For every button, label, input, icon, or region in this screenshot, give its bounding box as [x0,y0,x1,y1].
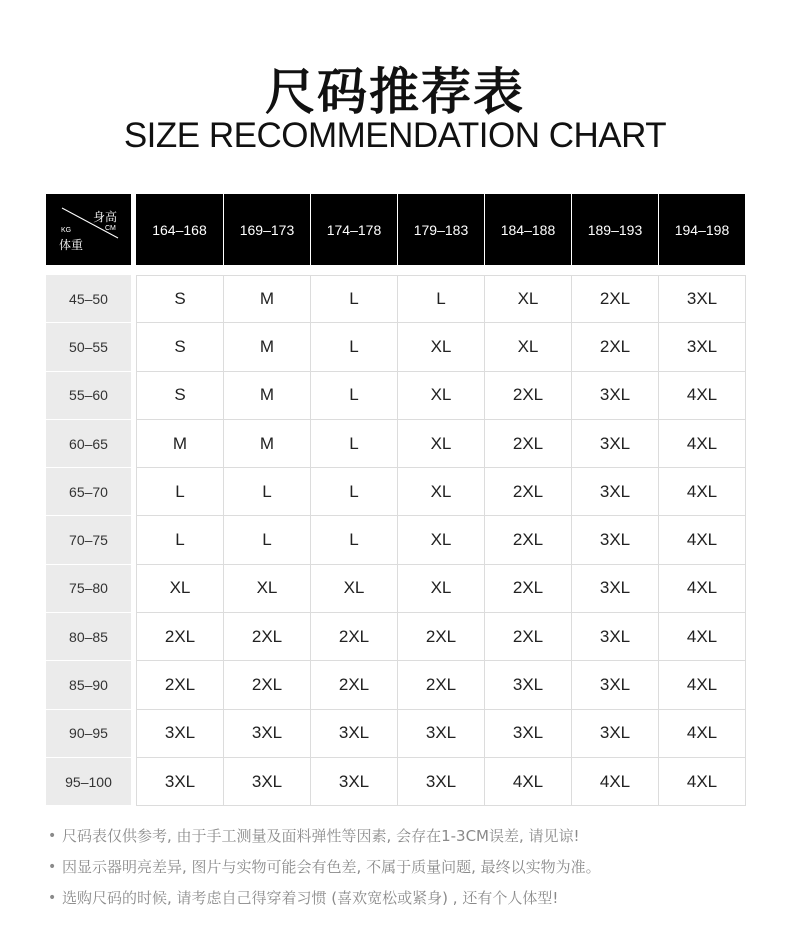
size-cell: XL [311,565,398,613]
size-cell: XL [485,323,572,371]
size-cells [136,565,746,613]
size-cells [136,710,746,758]
weight-cell: 50–55 [46,323,131,371]
size-cell: 4XL [659,516,746,564]
size-cell: 4XL [659,420,746,468]
size-cell: M [224,323,311,371]
size-cell: 4XL [485,758,572,806]
size-cell: XL [485,275,572,323]
size-cell: 3XL [572,565,659,613]
page-title: 尺码推荐表 [265,63,525,121]
height-unit: CM [105,225,116,232]
table-header [46,194,747,265]
table-row [46,468,747,516]
size-cell: L [311,468,398,516]
size-cell: 2XL [224,661,311,709]
size-cell: 4XL [659,372,746,420]
size-cell: 3XL [398,758,485,806]
table-row [46,710,747,758]
size-cell: 3XL [659,275,746,323]
height-header-cell: 194–198 [658,194,745,265]
size-cell: 3XL [572,372,659,420]
weight-cell: 70–75 [46,516,131,564]
size-cells [136,758,746,806]
size-cell: S [137,275,224,323]
height-headers [136,194,745,265]
weight-cell: 60–65 [46,420,131,468]
size-cell: 4XL [572,758,659,806]
weight-cell: 95–100 [46,758,131,806]
height-header-cell: 184–188 [484,194,571,265]
table-row [46,275,747,323]
size-cell: XL [398,323,485,371]
size-cell: L [137,516,224,564]
height-label: 身高 [93,210,118,224]
table-row [46,420,747,468]
size-cell: 2XL [572,275,659,323]
note-text: 选购尺码的时候, 请考虑自己得穿着习惯 (喜欢宽松或紧身) , 还有个人体型! [62,889,559,907]
size-cell: 2XL [572,323,659,371]
size-cell: S [137,323,224,371]
weight-cell: 85–90 [46,661,131,709]
size-cells [136,661,746,709]
size-cell: L [311,372,398,420]
diagonal-divider [46,194,131,265]
table-corner [46,194,131,265]
height-header-cell: 179–183 [397,194,484,265]
size-cell: 2XL [311,613,398,661]
size-cell: 3XL [485,710,572,758]
size-cell: 2XL [137,661,224,709]
note-item [48,851,768,882]
size-cell: XL [137,565,224,613]
size-cell: 3XL [572,420,659,468]
size-cells [136,420,746,468]
size-cell: 2XL [137,613,224,661]
size-cell: M [224,372,311,420]
size-cell: XL [398,372,485,420]
size-cell: 2XL [398,661,485,709]
size-cell: 3XL [311,758,398,806]
size-cell: L [137,468,224,516]
weight-cell: 55–60 [46,372,131,420]
weight-cell: 45–50 [46,275,131,323]
size-cell: 3XL [572,710,659,758]
size-cell: 4XL [659,710,746,758]
note-item [48,820,768,851]
size-cell: 4XL [659,565,746,613]
table-row [46,613,747,661]
size-cell: 4XL [659,613,746,661]
size-cell: L [398,275,485,323]
size-cells [136,613,746,661]
size-cell: 3XL [137,710,224,758]
weight-label: 体重 [59,238,84,252]
size-cell: L [311,323,398,371]
size-cell: M [224,275,311,323]
table-row [46,661,747,709]
size-cell: 3XL [224,710,311,758]
size-cell: 2XL [485,468,572,516]
height-header-cell: 189–193 [571,194,658,265]
size-cell: XL [224,565,311,613]
size-cell: XL [398,516,485,564]
size-cell: 3XL [572,613,659,661]
size-cell: 3XL [398,710,485,758]
weight-cell: 80–85 [46,613,131,661]
height-header-cell: 174–178 [310,194,397,265]
size-cell: M [224,420,311,468]
size-cell: 4XL [659,758,746,806]
size-cell: M [137,420,224,468]
size-table [46,194,747,806]
size-cell: 3XL [224,758,311,806]
size-cell: 2XL [485,372,572,420]
size-cell: 3XL [572,468,659,516]
size-cell: 2XL [485,420,572,468]
size-cells [136,323,746,371]
size-cells [136,468,746,516]
size-cell: 2XL [398,613,485,661]
size-cell: XL [398,468,485,516]
height-header-cell: 164–168 [136,194,223,265]
size-cell: 4XL [659,468,746,516]
size-cell: 2XL [224,613,311,661]
table-row [46,323,747,371]
size-cell: XL [398,420,485,468]
size-cell: 3XL [485,661,572,709]
size-cell: L [311,420,398,468]
table-body [46,275,747,806]
size-cells [136,275,746,323]
size-cell: L [224,468,311,516]
page-subtitle: SIZE RECOMMENDATION CHART [123,116,667,155]
size-cell: L [311,275,398,323]
table-row [46,372,747,420]
table-row [46,516,747,564]
size-cell: 3XL [572,661,659,709]
size-cell: 2XL [485,565,572,613]
size-cell: 3XL [659,323,746,371]
notes-list [48,820,768,913]
size-cell: L [311,516,398,564]
bullet-icon: • [48,889,57,906]
size-cells [136,516,746,564]
size-cell: S [137,372,224,420]
size-cell: XL [398,565,485,613]
weight-cell: 90–95 [46,710,131,758]
bullet-icon: • [48,858,57,875]
table-row [46,758,747,806]
size-cell: 3XL [572,516,659,564]
height-header-cell: 169–173 [223,194,310,265]
size-cell: 4XL [659,661,746,709]
weight-cell: 65–70 [46,468,131,516]
note-text: 因显示器明亮差异, 图片与实物可能会有色差, 不属于质量问题, 最终以实物为准。 [62,858,601,876]
size-cells [136,372,746,420]
size-cell: 2XL [311,661,398,709]
bullet-icon: • [48,827,57,844]
size-cell: 2XL [485,516,572,564]
weight-unit: KG [61,227,72,234]
table-row [46,565,747,613]
note-text: 尺码表仅供参考, 由于手工测量及面料弹性等因素, 会存在1-3CM误差, 请见谅! [62,827,580,845]
size-cell: 2XL [485,613,572,661]
note-item [48,882,768,913]
weight-cell: 75–80 [46,565,131,613]
size-cell: L [224,516,311,564]
size-cell: 3XL [311,710,398,758]
size-cell: 3XL [137,758,224,806]
